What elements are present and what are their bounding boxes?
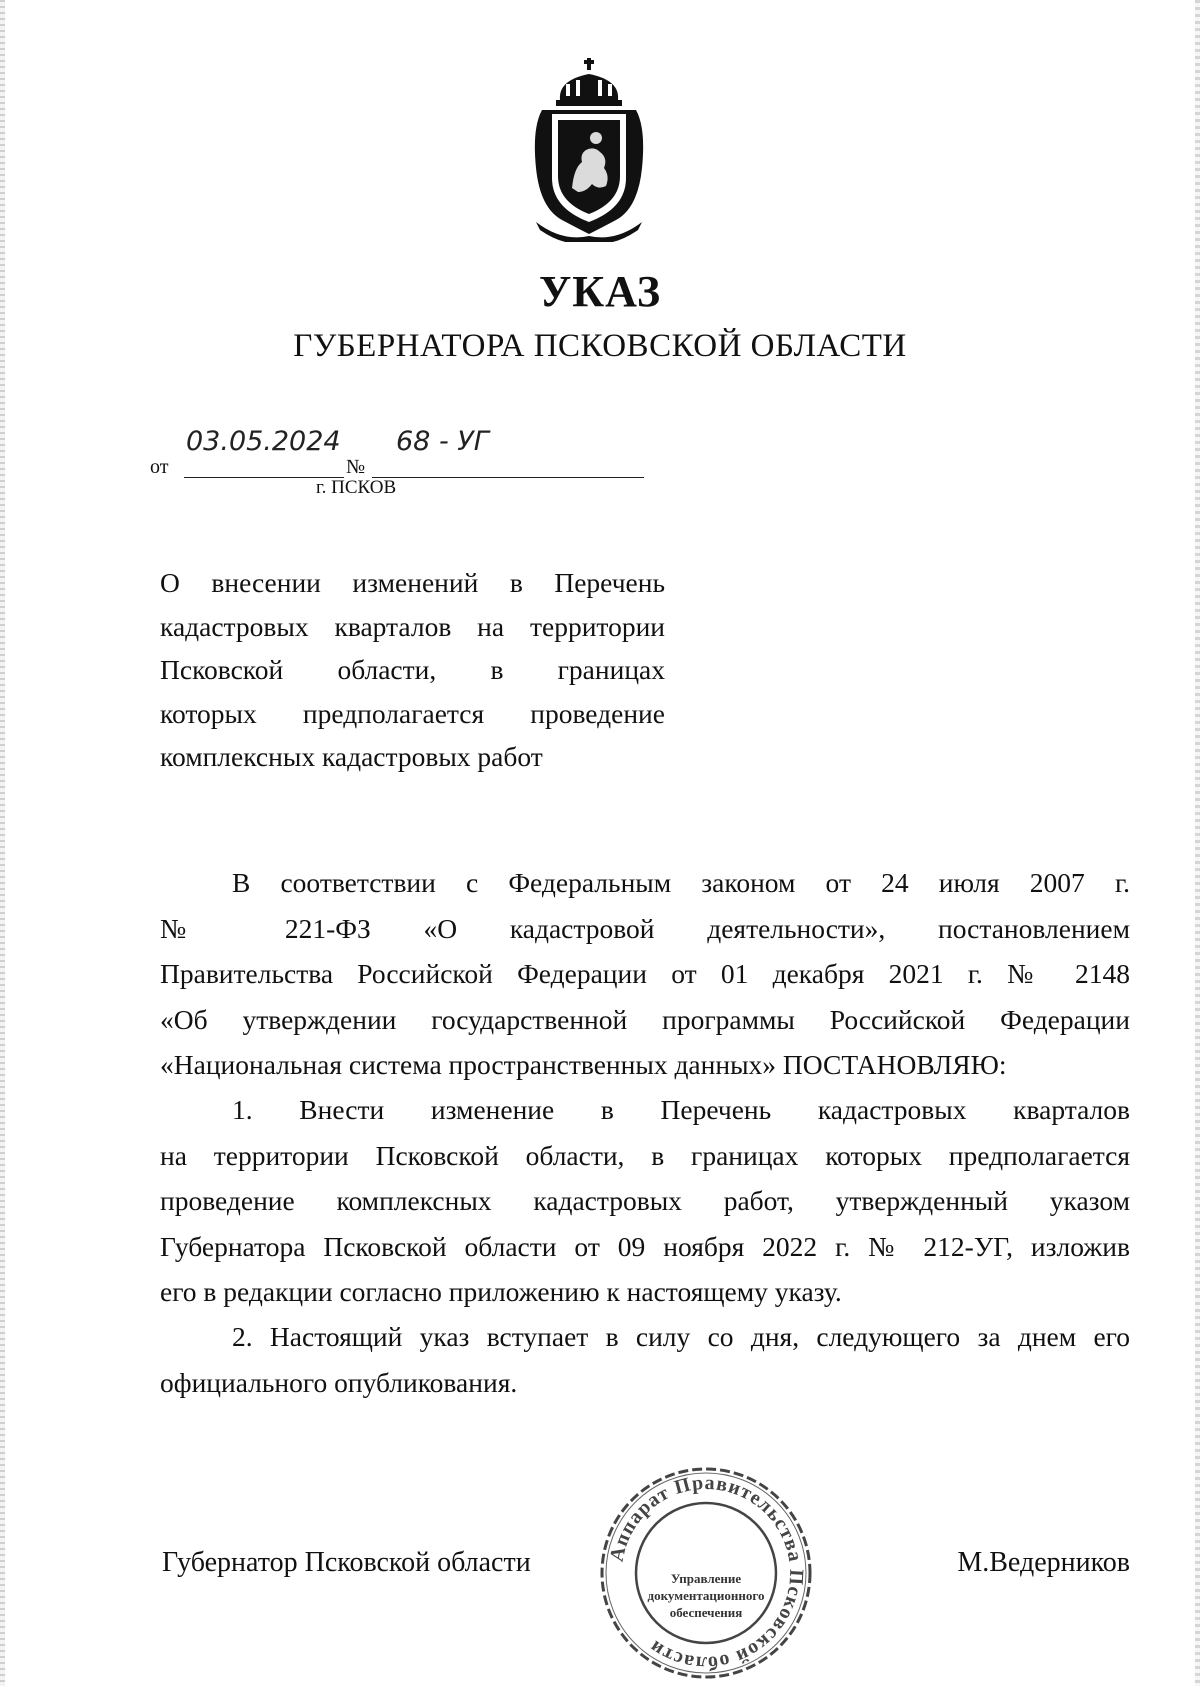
number-prefix: №	[346, 456, 366, 478]
signatory-position: Губернатор Псковской области	[162, 1547, 531, 1578]
document-subject	[160, 561, 665, 779]
body-line: Правительства Российской Федерации от 01 декабря 2021 г. № 2148	[160, 958, 1130, 989]
subject-line: Псковской области, в границах	[160, 654, 665, 685]
stamp-line: документационного	[647, 1588, 765, 1603]
stamp-line: обеспечения	[669, 1605, 743, 1620]
coat-of-arms-emblem	[522, 58, 656, 242]
body-line: В соответствии с Федеральным законом от 24 июля 2007 г.	[232, 867, 1130, 898]
stamp-center-text	[640, 1570, 772, 1621]
subject-line: комплексных кадастровых работ	[160, 741, 543, 772]
stamp-line: Управление	[670, 1571, 742, 1586]
svg-text:Аппарат Правительства Псковско: Аппарат Правительства Псковской области	[605, 1471, 808, 1675]
date-prefix: от	[150, 456, 169, 478]
handwritten-date: 03.05.2024	[186, 426, 341, 457]
body-line: № 221-ФЗ «О кадастровой деятельности», постановлением	[160, 912, 1130, 944]
scan-edge-right	[1195, 0, 1200, 1686]
body-line: на территории Псковской области, в границах которых предполагается	[160, 1139, 1130, 1171]
body-line: его в редакции согласно приложению к настоящему указу.	[160, 1276, 842, 1307]
body-line: «Национальная система пространственных данных» ПОСТАНОВЛЯЮ:	[160, 1049, 1007, 1080]
signatory-name: М.Ведерников	[957, 1547, 1130, 1578]
subject-line: О внесении изменений в Перечень	[160, 567, 665, 598]
body-line: проведение комплексных кадастровых работ, утвержденный указом	[160, 1185, 1130, 1216]
number-underline	[372, 477, 644, 478]
handwritten-number: 68 - УГ	[396, 426, 489, 457]
body-line: Губернатора Псковской области от 09 ноября 2022 г. № 212-УГ, изложив	[160, 1230, 1130, 1262]
subject-line: кадастровых кварталов на территории	[160, 610, 665, 642]
decree-item-2	[160, 1314, 1130, 1405]
body-line: официального опубликования.	[160, 1366, 518, 1398]
issuer-title: ГУБЕРНАТОРА ПСКОВСКОЙ ОБЛАСТИ	[293, 328, 907, 364]
body-line: 1. Внести изменение в Перечень кадастровых кварталов	[232, 1094, 1130, 1125]
subject-line: которых предполагается проведение	[160, 697, 665, 729]
body-line: 2. Настоящий указ вступает в силу со дня, следующего за днем его	[232, 1321, 1130, 1352]
body-line: «Об утверждении государственной программы Российской Федерации	[160, 1003, 1130, 1035]
document-type-title: УКАЗ	[538, 267, 662, 316]
city-of-issue: г. ПСКОВ	[316, 477, 397, 498]
decree-item-1	[160, 1087, 1130, 1315]
scan-edge-left	[0, 0, 5, 1686]
preamble-paragraph	[160, 860, 1130, 1088]
